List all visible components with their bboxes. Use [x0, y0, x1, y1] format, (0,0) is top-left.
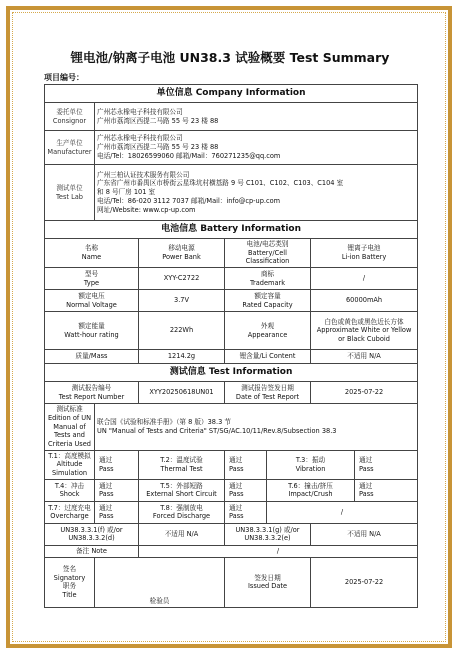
page-title: 锂电池/钠离子电池 UN38.3 试验概要 Test Summary: [70, 50, 390, 65]
battery-wh-label: 额定能量 Watt-hour rating: [45, 312, 139, 350]
manufacturer-value: 广州芯永橡电子科技有限公司 广州市荔湾区西提二马路 55 号 23 楼 88 电话/Tel：18026599060 邮箱/Mail：760271235@qq.com: [95, 131, 418, 165]
test-t1-label: T.1：高度模拟 Altitude Simulation: [45, 450, 95, 479]
test-t5-result: 通过 Pass: [225, 479, 267, 501]
test-lab-value: 广州三柏认证技术服务有限公司 广东省广州市番禺区市桥街云星珠坑村横基路 9 号 C101、C102、C103、C104 室 和 8 号厂房 101 室 电话/Tel：86-020 3112 7037 邮箱/Mail：info@cp-up.com 网址/Website: www.cp-up.com: [95, 165, 418, 221]
battery-class-label: 电池/电芯类别 Battery/Cell Classification: [225, 239, 311, 268]
test-t7-label: T.7：过度充电 Overcharge: [45, 501, 95, 523]
note-value: /: [139, 545, 418, 557]
battery-wh-value: 222Wh: [139, 312, 225, 350]
report-number-label: 测试报告编号 Test Report Number: [45, 382, 139, 404]
test-section-header: 测试信息 Test Information: [45, 364, 418, 382]
battery-li-label: 锂含量/Li Content: [225, 350, 311, 364]
test-lab-label: 测试单位 Test Lab: [45, 165, 95, 221]
test-t4-result: 通过 Pass: [95, 479, 139, 501]
battery-capacity-value: 60000mAh: [311, 290, 418, 312]
test-t6-result: 通过 Pass: [355, 479, 418, 501]
battery-section-header: 电池信息 Battery Information: [45, 221, 418, 239]
battery-voltage-value: 3.7V: [139, 290, 225, 312]
battery-class-value: 锂离子电池 Li-ion Battery: [311, 239, 418, 268]
report-date-value: 2025-07-22: [311, 382, 418, 404]
issued-date-value: 2025-07-22: [311, 557, 418, 607]
signatory-title-label: 签名 Signatory 职务 Title: [45, 557, 95, 607]
test-t6-label: T.6：撞击/挤压 Impact/Crush: [267, 479, 355, 501]
battery-capacity-label: 额定容量 Rated Capacity: [225, 290, 311, 312]
test-t3-label: T.3：振动 Vibration: [267, 450, 355, 479]
manual-label: 测试标准 Edition of UN Manual of Tests and Criteria Used: [45, 404, 95, 451]
subsection-a-label: UN38.3.3.1(f) 或/or UN38.3.3.2(d): [45, 523, 139, 545]
battery-type-label: 型号 Type: [45, 268, 139, 290]
subsection-b-label: UN38.3.3.1(g) 或/or UN38.3.3.2(e): [225, 523, 311, 545]
battery-appearance-label: 外观 Appearance: [225, 312, 311, 350]
project-number-label: 项目编号：: [44, 73, 84, 82]
test-t8-result: 通过 Pass: [225, 501, 267, 523]
test-t2-label: T.2：温度试验 Thermal Test: [139, 450, 225, 479]
report-date-label: 测试报告签发日期 Date of Test Report: [225, 382, 311, 404]
battery-type-value: XYY-C2722: [139, 268, 225, 290]
battery-li-value: 不适用 N/A: [311, 350, 418, 364]
battery-appearance-value: 白色或黄色或黑色近长方体 Approximate White or Yellow or Black Cuboid: [311, 312, 418, 350]
battery-name-value: 移动电源 Power Bank: [139, 239, 225, 268]
manual-value: 联合国《试验和标准手册》（第 8 版）38.3 节 UN "Manual of Tests and Criteria" ST/SG/AC.10/11/Rev.8/Subsection 38.3: [95, 404, 418, 451]
subsection-b-value: 不适用 N/A: [311, 523, 418, 545]
test-t4-label: T.4：冲击 Shock: [45, 479, 95, 501]
company-section-header: 单位信息 Company Information: [45, 85, 418, 103]
test-t7-result: 通过 Pass: [95, 501, 139, 523]
battery-name-label: 名称 Name: [45, 239, 139, 268]
issued-date-label: 签发日期 Issued Date: [225, 557, 311, 607]
signatory-title-value: 检验员: [95, 557, 225, 607]
consignor-value: 广州芯永橡电子科技有限公司 广州市荔湾区西提二马路 55 号 23 楼 88: [95, 103, 418, 131]
battery-voltage-label: 额定电压 Normal Voltage: [45, 290, 139, 312]
test-t3-result: 通过 Pass: [355, 450, 418, 479]
note-label: 备注 Note: [45, 545, 139, 557]
test-t1-result: 通过 Pass: [95, 450, 139, 479]
battery-trademark-value: /: [311, 268, 418, 290]
test-t5-label: T.5：外部短路 External Short Circuit: [139, 479, 225, 501]
battery-mass-label: 质量/Mass: [45, 350, 139, 364]
test-t8-label: T.8：强制放电 Forced Discharge: [139, 501, 225, 523]
report-number-value: XYY20250618UN01: [139, 382, 225, 404]
subsection-a-value: 不适用 N/A: [139, 523, 225, 545]
battery-trademark-label: 商标 Trademark: [225, 268, 311, 290]
test-t2-result: 通过 Pass: [225, 450, 267, 479]
consignor-label: 委托单位 Consignor: [45, 103, 95, 131]
manufacturer-label: 生产单位 Manufacturer: [45, 131, 95, 165]
summary-table: [44, 84, 418, 608]
battery-mass-value: 1214.2g: [139, 350, 225, 364]
test-empty-result: /: [267, 501, 418, 523]
